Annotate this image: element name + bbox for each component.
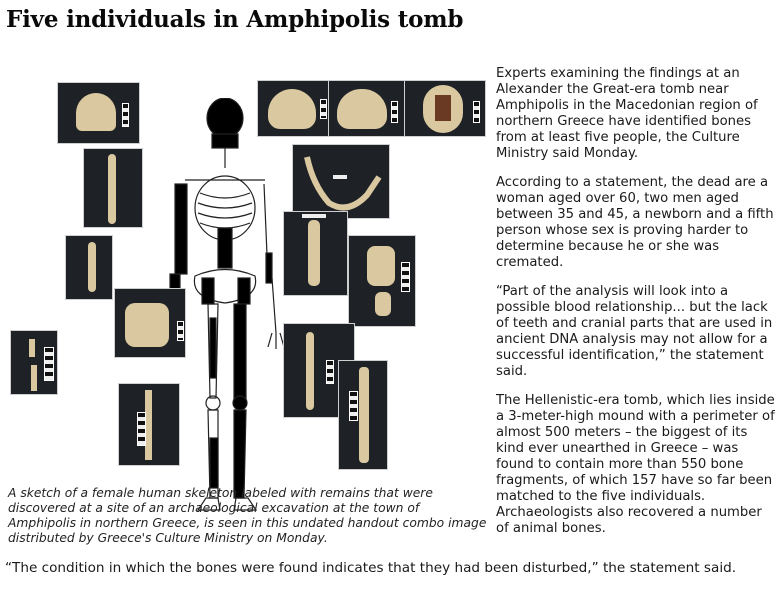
photo-humerus <box>83 148 143 228</box>
closing-paragraph: “The condition in which the bones were found indicates that they had been disturbed,” the statement said. <box>5 560 737 576</box>
photo-mandible <box>292 144 390 219</box>
photo-cranium-side-1 <box>257 80 329 137</box>
paragraph-2: According to a statement, the dead are a woman aged over 60, two men aged between 35 and 45, a newborn and a fifth person whose sex is proving harder to determine because he or she was cremated. <box>496 175 774 270</box>
paragraph-1: Experts examining the findings at an Alexander the Great-era tomb near Amphipolis in the Macedonian region of northern Greece have identified bones from at least five people, the Culture Ministry said Monday. <box>496 66 758 161</box>
photo-cranium-base <box>404 80 486 137</box>
photo-bone-fragment-1 <box>65 235 113 300</box>
paragraph-3: “Part of the analysis will look into a possible blood relationship... but the lack of teeth and cranial parts that are used in ancient DNA analysis may not allow for a successful identification,” the statement said. <box>496 284 773 379</box>
photo-fibula <box>118 383 180 466</box>
photo-cranium-side-2 <box>328 80 405 137</box>
photo-cranium-front <box>57 82 140 144</box>
photo-clavicle <box>283 211 348 296</box>
skeleton-combo-image <box>0 60 490 475</box>
photo-bone-fragment-2 <box>10 330 58 395</box>
photo-tibia <box>338 360 388 470</box>
photo-pelvis-fragment <box>114 288 186 358</box>
paragraph-4: The Hellenistic-era tomb, which lies inside a 3-meter-high mound with a perimeter of almost 500 meters – the biggest of its kind ever unearthed in Greece – was found to contain more than 550 bone fragments, of which 157 have so far been matched to the five individuals. Archaeologists also recovered a number of animal bones. <box>496 393 775 536</box>
image-caption: A sketch of a female human skeleton labeled with remains that were discovered at a site of an archaeological excavation at the town of Amphipolis in northern Greece, is seen in this undated handout combo image distributed by Greece's Culture Ministry on Monday. <box>8 486 487 545</box>
article-title: Five individuals in Amphipolis tomb <box>6 6 464 33</box>
photo-scapula-fragments <box>348 235 416 327</box>
article-body <box>496 66 778 550</box>
